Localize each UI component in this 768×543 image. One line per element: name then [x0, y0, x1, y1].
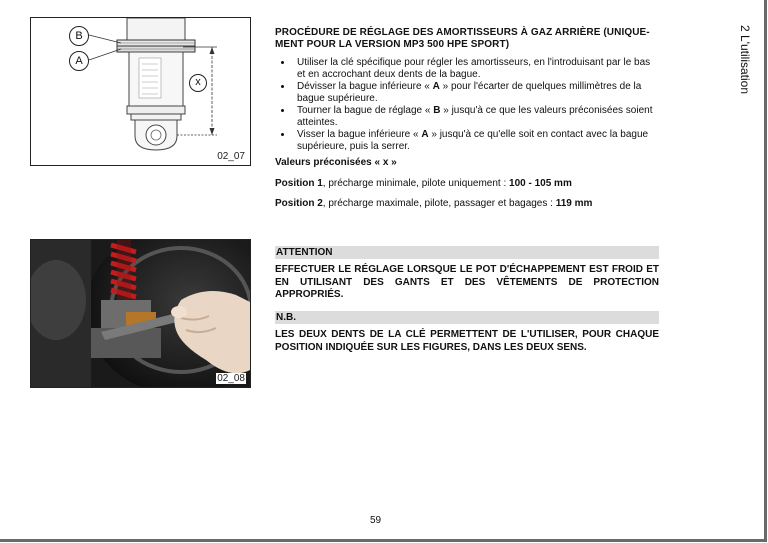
step-text: » jusqu'à ce qu'elle soit en contact avec la bague supérieure, puis la serrer. — [297, 129, 649, 152]
attention-text: EFFECTUER LE RÉGLAGE LORSQUE LE POT D'ÉCHAPPEMENT EST FROID ET EN UTILISANT DES GANTS ET DES VÊTEMENTS DE PROTECTION APPROPRIÉS. — [275, 264, 659, 300]
adjustment-photo — [31, 240, 250, 387]
position-1-label: Position 1 — [275, 178, 323, 189]
position-2-value: 119 mm — [555, 198, 593, 209]
step-text: Dévisser la bague inférieure « — [297, 81, 433, 92]
callout-a: A — [69, 51, 89, 71]
procedure-title — [275, 27, 659, 51]
procedure-title-line2: MENT POUR LA VERSION MP3 500 HPE SPORT) — [275, 39, 510, 50]
chapter-title-text: 2 L'utilisation — [738, 25, 752, 94]
page-number: 59 — [370, 515, 382, 526]
step-text: Utiliser la clé spécifique pour régler les amortisseurs, en l'introduisant par le bas et en accrochant deux dents de la bague. — [297, 57, 651, 80]
procedure-section — [275, 27, 659, 210]
step-text: Visser la bague inférieure « — [297, 129, 422, 140]
position-1 — [275, 178, 659, 190]
procedure-step — [293, 105, 659, 129]
figure-shock-absorber-diagram — [30, 17, 251, 166]
procedure-step — [293, 81, 659, 105]
step-ref: A — [421, 129, 429, 140]
procedure-steps — [275, 57, 659, 153]
attention-section — [275, 246, 659, 302]
callout-b: B — [69, 26, 89, 46]
step-text: Tourner la bague de réglage « — [297, 105, 434, 116]
callout-x: x — [189, 74, 207, 92]
chapter-side-title — [738, 25, 752, 115]
position-1-value: 100 - 105 mm — [509, 178, 572, 189]
figure-id: 02_07 — [217, 151, 245, 162]
step-text: » jusqu'à ce que les valeurs préconisées soient atteintes. — [297, 105, 653, 128]
position-2-label: Position 2 — [275, 198, 323, 209]
procedure-step — [293, 57, 659, 81]
values-title: Valeurs préconisées « x » — [275, 157, 397, 168]
position-1-text: , précharge minimale, pilote uniquement : — [322, 178, 510, 189]
figure-id: 02_08 — [217, 373, 245, 384]
position-2-text: , précharge maximale, pilote, passager et bagages : — [322, 198, 556, 209]
procedure-title-line1: PROCÉDURE DE RÉGLAGE DES AMORTISSEURS À GAZ ARRIÈRE (UNIQUE- — [275, 27, 650, 38]
procedure-step — [293, 129, 659, 153]
step-ref: A — [432, 81, 440, 92]
nb-text: LES DEUX DENTS DE LA CLÉ PERMETTENT DE L'UTILISER, POUR CHAQUE POSITION INDIQUÉE SUR LES FIGURES, DANS LES DEUX SENS. — [275, 329, 659, 353]
nb-section — [275, 311, 659, 354]
position-2 — [275, 198, 659, 210]
shock-absorber-drawing — [31, 18, 250, 165]
step-ref: B — [433, 105, 441, 116]
attention-label: ATTENTION — [275, 246, 659, 259]
nb-label: N.B. — [275, 311, 659, 324]
step-text: » pour l'écarter de quelques millimètres de la bague supérieure. — [297, 81, 642, 104]
figure-adjustment-photo — [30, 239, 251, 388]
